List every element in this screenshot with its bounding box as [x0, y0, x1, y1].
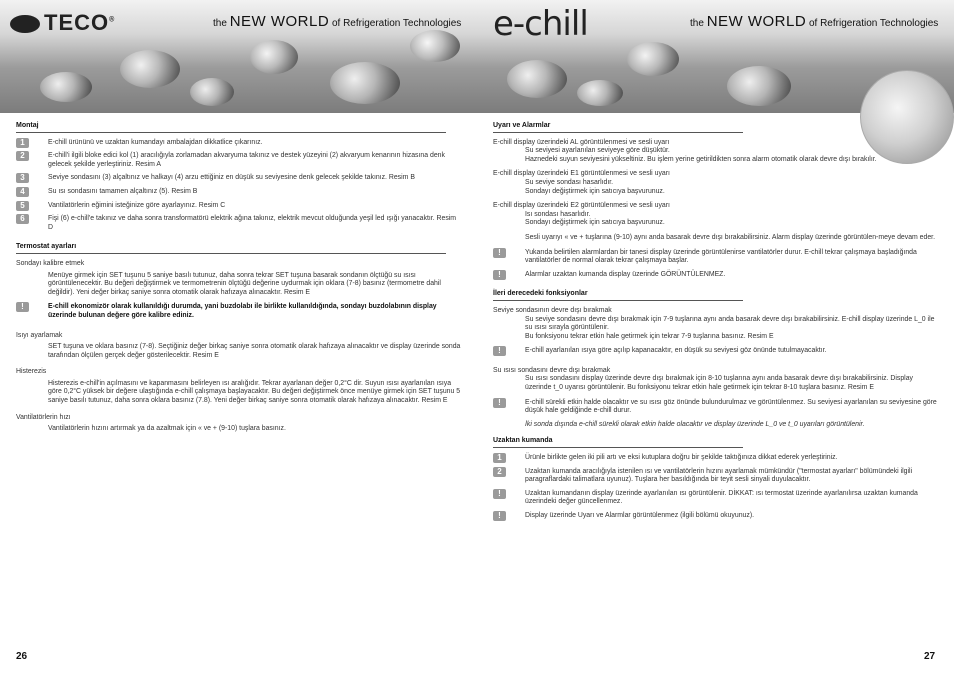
- echill-logo: e-chill: [493, 4, 588, 44]
- subheading-isi: Isıyı ayarlamak: [16, 331, 63, 339]
- right-page: [493, 122, 939, 526]
- note: ! Alarmlar uzaktan kumanda display üzerinde GÖRÜNTÜLENMEZ.: [493, 271, 939, 280]
- paragraph-seviye: Su seviye sondasını devre dışı bırakmak için 7-9 tuşlarına aynı anda basarak devre dışı bırakabilirsiniz. E-chill display üzerinde L_0 ile su ısısı sırayla görüntülenir.: [525, 315, 935, 332]
- remote-step: 1 Ürünle birlikte gelen iki pili artı ve eksi kutuplara doğru bir şekilde taktığınıza dikkat ederek yerleştiriniz.: [493, 454, 939, 463]
- step-badge-icon: 3: [16, 173, 29, 183]
- note: ! E-chill sürekli etkin halde olacaktır ve su ısısı göz önünde bulundurulmaz ve görüntülenmez. Su seviyesi ayarlanılan su seviyesine göre düşük hale geldiğinde e-chill durur.: [493, 399, 939, 416]
- alarm-e1: E-chill display üzerindeki E1 görüntülenmesi ve sesli uyarı Su seviye sondası hasarlıdır. Sondayı değiştirmek için satıcıya başvurunuz.: [493, 170, 670, 195]
- warning-icon: !: [493, 248, 506, 258]
- paragraph-fan: Vantilatörlerin hızını artırmak ya da azaltmak için « ve + (9-10) tuşlara basınız.: [48, 425, 286, 433]
- montaj-step: 3 Seviye sondasını (3) alçaltınız ve halkayı (4) arzu ettiğiniz en düşük su seviyesine denk gelecek şekilde takınız. Resim B: [16, 174, 462, 183]
- montaj-step: 6 Fişi (6) e-chill'e takınız ve daha sonra transformatörü elektrik ağına takınız, elektrik mevcut olduğunda yeşil led ışığı yanacaktır. Resim D: [16, 215, 462, 232]
- montaj-step: 1 E-chill ürününü ve uzaktan kumandayı ambalajdan dikkatlice çıkarınız.: [16, 139, 462, 148]
- step-badge-icon: 5: [16, 201, 29, 211]
- warning-icon: !: [493, 398, 506, 408]
- warning-icon: !: [493, 346, 506, 356]
- montaj-step: 2 E-chill'i ilgili bloke edici kol (1) aracılığıyla zorlamadan akvaryuma takınız ve destek yüzeyini (2) akvaryum kenarının hizasına denk gelecek şekilde yerleştiriniz. Resim A: [16, 152, 462, 169]
- warning-icon: !: [493, 489, 506, 499]
- remote-step: 2 Uzaktan kumanda aracılığıyla istenilen ısı ve vantilatörlerin hızını ayarlamak mümkündür ("termostat ayarları" bölümündeki ilgili paragraflardaki talimatlara uyunuz). Tuşlara her basıldığında bir teyit sesli sinyali duyulacaktır.: [493, 468, 939, 485]
- paragraph-italic: İki sonda dışında e-chill sürekli olarak etkin halde olacaktır ve display üzerinde L_0 ve t_0 uyarıları görüntülenir.: [525, 420, 865, 428]
- warning-icon: !: [493, 511, 506, 521]
- left-page: [16, 122, 462, 434]
- paragraph-isi-sonda: Su ısısı sondasını display üzerinde devre dışı bırakmak için 8-10 tuşlarına aynı anda basarak devre dışı bırakabilirsiniz. Display üzerinde t_0 uyarısı görüntülenir. Bu fonksiyonu tekrar etkin hale getirmek için tekrar 8-10 tuşlara basınız. Resim E: [525, 375, 913, 392]
- warning-icon: !: [16, 302, 29, 312]
- subheading-fan: Vantilatörlerin hızı: [16, 413, 71, 421]
- subheading-sonda: Sondayı kalibre etmek: [16, 259, 85, 267]
- step-badge-icon: 6: [16, 214, 29, 224]
- paragraph-isi: SET tuşuna ve oklara basınız (7-8). Seçtiğiniz değer birkaç saniye sonra otomatik olarak hafızaya alınacaktır ve display üzerinde sonda tarafından ölçülen gerçek değer gösterilecektir. Resim E: [48, 343, 461, 359]
- paragraph-seviye-2: Bu fonksiyonu tekrar etkin hale getirmek için tekrar 7-9 tuşlarına basınız. Resim E: [525, 332, 774, 340]
- paragraph-sesli: Sesli uyarıyı « ve + tuşlarına (9-10) aynı anda basarak devre dışı bırakabilirsiniz. Alarm display üzerinde görüntülen-meye devam eder.: [525, 233, 936, 241]
- page-number-right: 27: [924, 651, 936, 662]
- alarm-al: E-chill display üzerindeki AL görüntülenmesi ve sesli uyarı Su seviyesi ayarlanılan seviyeye göre düşüktür. Haznedeki suyun seviyesini yükseltiniz. Bu işlem yerine getirildikten sonra alarm otomatik olarak devre dışı bırakılır.: [493, 138, 877, 163]
- section-title-uzaktan: Uzaktan kumanda: [493, 437, 743, 448]
- step-badge-icon: 2: [493, 467, 506, 477]
- remote-step: ! Uzaktan kumandanın display üzerinde ayarlanılan ısı görüntülenir. DİKKAT: ısı termostat üzerinde ayarlanılırsa uzaktan kumanda üzerindeki değer güncellenmez.: [493, 490, 939, 507]
- section-title-montaj: Montaj: [16, 122, 446, 133]
- step-badge-icon: 4: [16, 187, 29, 197]
- tagline-right: the NEW WORLD of Refrigeration Technologies: [690, 13, 939, 30]
- step-badge-icon: 2: [16, 151, 29, 161]
- remote-step: ! Display üzerinde Uyarı ve Alarmlar görüntülenmez (ilgili bölümü okuyunuz).: [493, 512, 939, 521]
- tagline-left: the NEW WORLD of Refrigeration Technologies: [213, 13, 462, 30]
- alarm-e2: E-chill display üzerindeki E2 görüntülenmesi ve sesli uyarı Isı sondası hasarlıdır. Sondayı değiştirmek için satıcıya başvurunuz.: [493, 202, 670, 227]
- montaj-step: 4 Su ısı sondasını tamamen alçaltınız (5). Resim B: [16, 188, 462, 197]
- warning-note: ! E-chill ekonomizör olarak kullanıldığı durumda, yani buzdolabı ile birlikte kullanıldığında, sondayı buzdolabının display üzerinde bulunan değere göre kalibre ediniz.: [16, 303, 462, 320]
- page-number-left: 26: [16, 651, 28, 662]
- subheading-isi-sonda: Su ısısı sondasını devre dışı bırakmak: [493, 366, 611, 374]
- teco-logo: TECO®: [10, 10, 115, 36]
- subheading-histerezis: Histerezis: [16, 368, 47, 376]
- paragraph-histerezis: Histerezis e-chill'in açılmasını ve kapanmasını belirleyen ısı aralığıdır. Tekrar ayarlanan değer 0,2°C dir. Suyun ısısı ayarlanılan ısıya göre 0,2°C yüksek bir değere ulaştığında e-chill çalışmaya başlayacaktır. Bu değeri değiştirmek önce menüye girmek için SET tuşunu 5 saniye basılı tutunuz, daha sonra oklara basınız (7.8). Yeni değer birkaç saniye sonra otomatik olarak hafızaya alınacaktır. Resim E: [48, 379, 461, 405]
- note: ! Yukarıda belirtilen alarmlardan bir tanesi display üzerinde görüntülenirse vantilatörler durur. E-chill tekrar çalışmaya başladığında vantilatörler de normal olarak tekrar çalışmaya başlar.: [493, 249, 939, 266]
- section-title-ileri: İleri derecedeki fonksiyonlar: [493, 290, 743, 301]
- section-title-termostat: Termostat ayarları: [16, 243, 446, 254]
- warning-icon: !: [493, 270, 506, 280]
- paragraph-sonda: Menüye girmek için SET tuşunu 5 saniye basılı tutunuz, daha sonra tekrar SET tuşuna basarak sondanın ölçtüğü su ısısı görüntülenecektir. Bu değeri değiştirmek ve termometrenin ölçtüğü değerine uydurmak için oklara (7-8) basınız (termometre dahil değildir). Yeni değer birkaç saniye sonra otomatik olarak hafızaya alınacaktır. Resim E: [48, 271, 441, 296]
- step-badge-icon: 1: [16, 138, 29, 148]
- note: ! E-chill ayarlanılan ısıya göre açılıp kapanacaktır, en düşük su seviyesi göz önünde tutulmayacaktır.: [493, 347, 939, 356]
- step-badge-icon: 1: [493, 453, 506, 463]
- montaj-step: 5 Vantilatörlerin eğimini isteğinize göre ayarlayınız. Resim C: [16, 202, 462, 211]
- subheading-seviye: Seviye sondasının devre dışı bırakmak: [493, 306, 612, 314]
- section-title-uyari: Uyarı ve Alarmlar: [493, 122, 743, 133]
